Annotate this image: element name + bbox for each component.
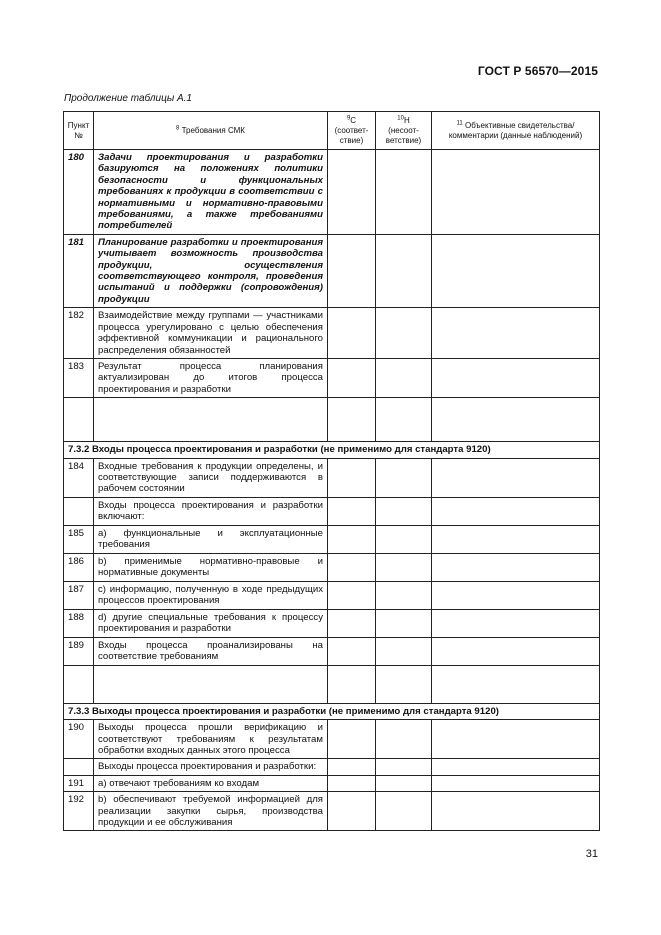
col-header-punkt	[64, 112, 94, 150]
evidence-cell[interactable]	[432, 458, 600, 497]
noncompliance-cell[interactable]	[376, 234, 432, 307]
compliance-cell[interactable]	[328, 358, 376, 397]
evidence-cell[interactable]	[432, 234, 600, 307]
col-header-noncompliance	[376, 112, 432, 150]
col-header-punkt-line1: Пункт	[67, 120, 90, 130]
blank-row	[64, 398, 600, 442]
col-header-c-desc2: ствие)	[339, 135, 364, 145]
evidence-cell[interactable]	[432, 497, 600, 525]
col-header-c-desc1: (соответ-	[334, 125, 369, 135]
col-header-req-label: Требования СМК	[181, 125, 245, 135]
blank-cell[interactable]	[94, 398, 328, 442]
evidence-cell[interactable]	[432, 150, 600, 235]
noncompliance-cell[interactable]	[376, 525, 432, 553]
evidence-cell[interactable]	[432, 609, 600, 637]
row-number: 180	[64, 150, 94, 235]
row-requirement: Входы процесса проектирования и разработки включают:	[94, 497, 328, 525]
requirements-table	[63, 111, 600, 831]
col-header-evidence	[432, 112, 600, 150]
table-row	[64, 609, 600, 637]
noncompliance-cell[interactable]	[376, 308, 432, 359]
col-header-ev-line2: комментарии (данные наблюдений)	[448, 130, 583, 140]
noncompliance-cell[interactable]	[376, 553, 432, 581]
noncompliance-cell[interactable]	[376, 775, 432, 791]
row-number: 188	[64, 609, 94, 637]
row-requirement: а) отвечают требованиям ко входам	[94, 775, 328, 791]
col-header-compliance	[328, 112, 376, 150]
row-requirement: Выходы процесса проектирования и разработки:	[94, 759, 328, 775]
compliance-cell[interactable]	[328, 581, 376, 609]
noncompliance-cell[interactable]	[376, 150, 432, 235]
noncompliance-cell[interactable]	[376, 759, 432, 775]
row-number: 185	[64, 525, 94, 553]
blank-cell[interactable]	[432, 398, 600, 442]
compliance-cell[interactable]	[328, 497, 376, 525]
table-row	[64, 358, 600, 397]
col-header-c-footnote: 9	[346, 114, 351, 121]
blank-row	[64, 665, 600, 703]
col-header-n-desc2: ветствие)	[385, 135, 422, 145]
noncompliance-cell[interactable]	[376, 720, 432, 759]
compliance-cell[interactable]	[328, 234, 376, 307]
row-number: 187	[64, 581, 94, 609]
evidence-cell[interactable]	[432, 637, 600, 665]
evidence-cell[interactable]	[432, 720, 600, 759]
row-number: 186	[64, 553, 94, 581]
noncompliance-cell[interactable]	[376, 581, 432, 609]
col-header-ev-footnote: 11	[456, 119, 463, 126]
blank-cell[interactable]	[94, 665, 328, 703]
compliance-cell[interactable]	[328, 458, 376, 497]
blank-cell[interactable]	[376, 665, 432, 703]
blank-cell[interactable]	[328, 398, 376, 442]
table-row	[64, 525, 600, 553]
compliance-cell[interactable]	[328, 720, 376, 759]
compliance-cell[interactable]	[328, 525, 376, 553]
blank-cell[interactable]	[64, 398, 94, 442]
table-row	[64, 553, 600, 581]
table-row	[64, 234, 600, 307]
evidence-cell[interactable]	[432, 581, 600, 609]
blank-cell[interactable]	[328, 665, 376, 703]
table-row	[64, 150, 600, 235]
section-heading: 7.3.2 Входы процесса проектирования и разработки (не применимо для стандарта 9120)	[64, 442, 600, 458]
table-row	[64, 637, 600, 665]
row-requirement: Задачи проектирования и разработки базируются на положениях политики безопасности и функциональных требованиях к продукции в соответствии с нормативными и нормативно-правовыми требованиями, а также требованиями потребителей	[94, 150, 328, 235]
compliance-cell[interactable]	[328, 150, 376, 235]
row-requirement: Входы процесса проанализированы на соответствие требованиям	[94, 637, 328, 665]
row-number: 191	[64, 775, 94, 791]
row-number: 189	[64, 637, 94, 665]
row-requirement: Результат процесса планирования актуализирован до итогов процесса проектирования и разработки	[94, 358, 328, 397]
col-header-c-letter: С	[350, 115, 357, 125]
evidence-cell[interactable]	[432, 775, 600, 791]
table-row	[64, 720, 600, 759]
row-number: 182	[64, 308, 94, 359]
row-requirement: Взаимодействие между группами — участниками процесса урегулировано с целью обеспечения эффективной коммуникации и рационального распределения обязанностей	[94, 308, 328, 359]
row-number: 181	[64, 234, 94, 307]
evidence-cell[interactable]	[432, 792, 600, 831]
evidence-cell[interactable]	[432, 525, 600, 553]
noncompliance-cell[interactable]	[376, 637, 432, 665]
row-requirement: b) применимые нормативно-правовые и нормативные документы	[94, 553, 328, 581]
row-number: 183	[64, 358, 94, 397]
row-number	[64, 759, 94, 775]
row-number: 184	[64, 458, 94, 497]
evidence-cell[interactable]	[432, 308, 600, 359]
noncompliance-cell[interactable]	[376, 609, 432, 637]
standard-number: ГОСТ Р 56570—2015	[477, 64, 598, 78]
table-row	[64, 581, 600, 609]
section-heading: 7.3.3 Выходы процесса проектирования и разработки (не применимо для стандарта 9120)	[64, 703, 600, 719]
col-header-punkt-line2: №	[74, 130, 83, 140]
noncompliance-cell[interactable]	[376, 358, 432, 397]
row-requirement: Входные требования к продукции определены, и соответствующие записи поддерживаются в рабочем состоянии	[94, 458, 328, 497]
col-header-ev-line1: Объективные свидетельства/	[465, 120, 575, 130]
row-requirement: c) информацию, полученную в ходе предыдущих процессов проектирования	[94, 581, 328, 609]
blank-cell[interactable]	[376, 398, 432, 442]
noncompliance-cell[interactable]	[376, 792, 432, 831]
row-number: 190	[64, 720, 94, 759]
col-header-requirements	[94, 112, 328, 150]
table-row	[64, 308, 600, 359]
evidence-cell[interactable]	[432, 759, 600, 775]
col-header-n-desc1: (несоот-	[388, 125, 419, 135]
compliance-cell[interactable]	[328, 308, 376, 359]
table-row	[64, 497, 600, 525]
row-requirement: Выходы процесса прошли верификацию и соответствуют требованиям к результатам обработки входных данных этого процесса	[94, 720, 328, 759]
table-header-row	[64, 112, 600, 150]
row-requirement: а) функциональные и эксплуатационные требования	[94, 525, 328, 553]
compliance-cell[interactable]	[328, 775, 376, 791]
col-header-req-footnote: 8	[176, 124, 180, 131]
noncompliance-cell[interactable]	[376, 458, 432, 497]
evidence-cell[interactable]	[432, 553, 600, 581]
row-requirement: Планирование разработки и проектирования учитывает возможность производства продукции, осуществления соответствующего контроля, проведения испытаний и поддержки (сопровождения) продукции	[94, 234, 328, 307]
row-number	[64, 497, 94, 525]
blank-cell[interactable]	[432, 665, 600, 703]
compliance-cell[interactable]	[328, 792, 376, 831]
col-header-n-letter: Н	[403, 115, 410, 125]
compliance-cell[interactable]	[328, 553, 376, 581]
col-header-n-footnote: 10	[397, 114, 404, 121]
noncompliance-cell[interactable]	[376, 497, 432, 525]
row-number: 192	[64, 792, 94, 831]
table-row	[64, 458, 600, 497]
row-requirement: d) другие специальные требования к процессу проектирования и разработки	[94, 609, 328, 637]
compliance-cell[interactable]	[328, 609, 376, 637]
section-row	[64, 442, 600, 458]
blank-cell[interactable]	[64, 665, 94, 703]
compliance-cell[interactable]	[328, 637, 376, 665]
table-row	[64, 792, 600, 831]
row-requirement: b) обеспечивают требуемой информацией для реализации закупки сырья, производства продукции и ее обслуживания	[94, 792, 328, 831]
section-row	[64, 703, 600, 719]
compliance-cell[interactable]	[328, 759, 376, 775]
table-row	[64, 775, 600, 791]
table-caption: Продолжение таблицы А.1	[64, 93, 192, 104]
page-number: 31	[585, 848, 598, 860]
table-row	[64, 759, 600, 775]
evidence-cell[interactable]	[432, 358, 600, 397]
